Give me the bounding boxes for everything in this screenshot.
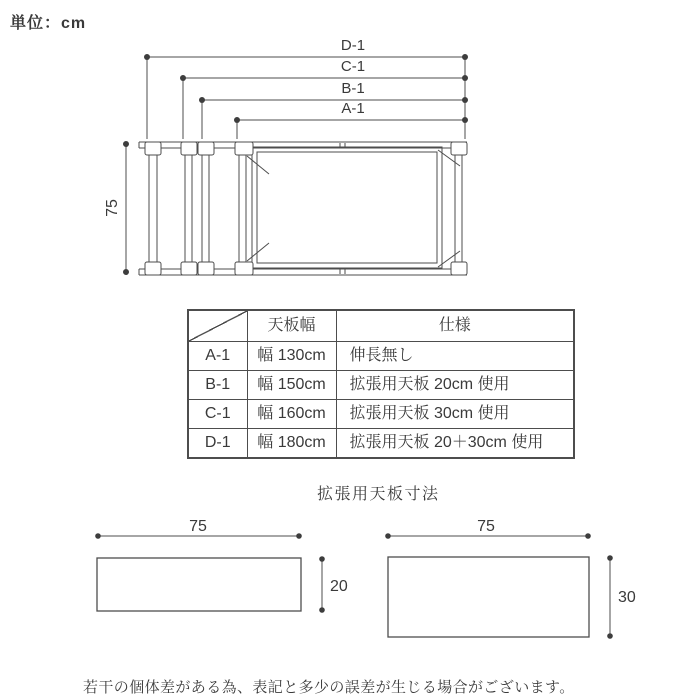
row-spec: 拡張用天板 20cm 使用: [336, 371, 574, 400]
dim-label-c1: C-1: [340, 58, 366, 75]
table-row: [188, 400, 574, 429]
row-width: 幅 130cm: [247, 342, 336, 371]
dim-label-d1: D-1: [340, 37, 366, 54]
row-label: C-1: [188, 400, 247, 429]
col-header-specification: 仕様: [336, 310, 574, 342]
table-row: [188, 342, 574, 371]
board1-height-label: 20: [330, 578, 348, 595]
board2-width-label: 75: [477, 518, 495, 535]
table-top-view-diagram: [0, 0, 700, 300]
spec-table-header-row: [188, 310, 574, 342]
extension-boards-diagram: [0, 510, 700, 655]
spec-table: [187, 309, 575, 459]
row-spec: 拡張用天板 20＋30cm 使用: [336, 429, 574, 459]
col-header-top-width: 天板幅: [247, 310, 336, 342]
row-width: 幅 180cm: [247, 429, 336, 459]
unit-label: 単位：cm: [10, 15, 87, 32]
row-width: 幅 150cm: [247, 371, 336, 400]
row-width: 幅 160cm: [247, 400, 336, 429]
table-row: [188, 371, 574, 400]
board1-width-label: 75: [189, 518, 207, 535]
board2-height-label: 30: [618, 589, 636, 606]
row-spec: 拡張用天板 30cm 使用: [336, 400, 574, 429]
row-label: A-1: [188, 342, 247, 371]
table-corner-cell: [188, 310, 247, 342]
row-label: B-1: [188, 371, 247, 400]
extension-section-title: 拡張用天板寸法: [317, 486, 440, 503]
table-row: [188, 429, 574, 459]
row-label: D-1: [188, 429, 247, 459]
row-spec: 伸長無し: [336, 342, 574, 371]
depth-dim-label: 75: [104, 199, 121, 217]
dim-label-b1: B-1: [341, 80, 365, 97]
tolerance-note: 若干の個体差がある為、表記と多少の誤差が生じる場合がございます。: [83, 679, 575, 696]
dim-label-a1: A-1: [341, 100, 365, 117]
